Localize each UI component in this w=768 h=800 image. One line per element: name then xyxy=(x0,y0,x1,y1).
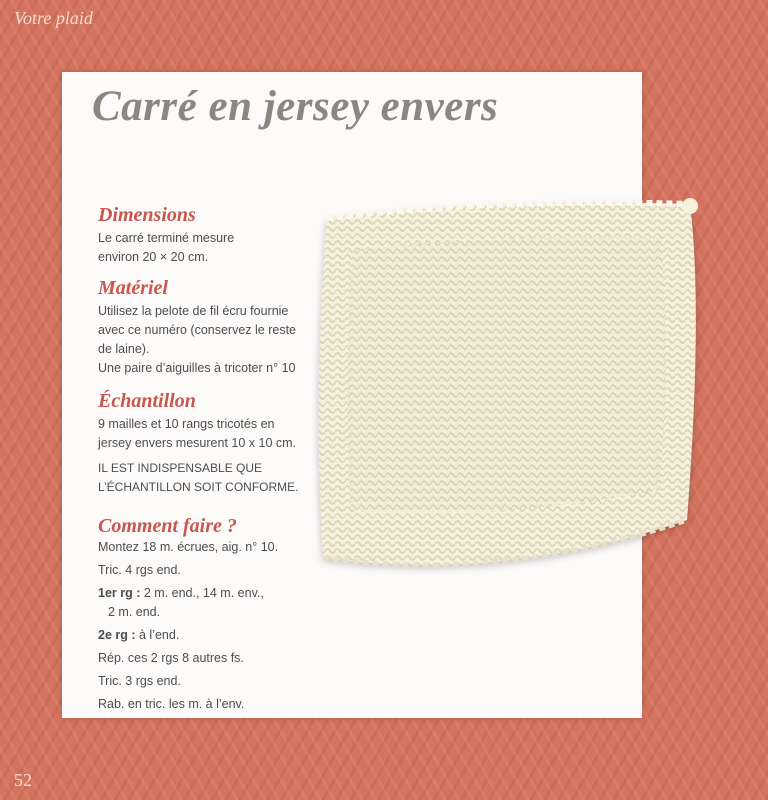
step-line: Tric. 4 rgs end. xyxy=(98,563,181,577)
page-number: 52 xyxy=(14,770,32,790)
echantillon-note: L’ÉCHANTILLON SOIT CONFORME. xyxy=(98,480,299,494)
section-materiel xyxy=(98,277,318,378)
echantillon-heading: Échantillon xyxy=(98,390,196,412)
knitted-swatch-photo xyxy=(305,190,705,580)
step-line xyxy=(98,626,318,645)
row2-text: à l’end. xyxy=(139,628,180,642)
echantillon-line: jersey envers mesurent 10 x 10 cm. xyxy=(98,436,296,450)
row1-text: 2 m. end., 14 m. env., xyxy=(143,586,264,600)
materiel-line: de laine). xyxy=(98,342,150,356)
row2-label: 2e rg : xyxy=(98,628,136,642)
step-line: Rab. en tric. les m. à l’env. xyxy=(98,697,245,711)
section-comment-faire xyxy=(98,515,318,714)
echantillon-note: IL EST INDISPENSABLE QUE xyxy=(98,461,263,475)
materiel-heading: Matériel xyxy=(98,277,168,299)
page-title: Carré en jersey envers xyxy=(92,83,499,130)
step-line xyxy=(98,584,318,603)
step-line: Rép. ces 2 rgs 8 autres fs. xyxy=(98,651,244,665)
section-dimensions xyxy=(98,204,318,267)
comment-faire-heading: Comment faire ? xyxy=(98,515,237,537)
knitted-swatch-image xyxy=(305,190,705,580)
materiel-line: avec ce numéro (conservez le reste xyxy=(98,323,297,337)
step-line: Montez 18 m. écrues, aig. n° 10. xyxy=(98,540,279,554)
dimensions-line: environ 20 × 20 cm. xyxy=(98,250,209,264)
materiel-line: Une paire d’aiguilles à tricoter n° 10 xyxy=(98,361,296,375)
dimensions-line: Le carré terminé mesure xyxy=(98,231,235,245)
running-head: Votre plaid xyxy=(14,8,93,28)
row1-label: 1er rg : xyxy=(98,586,141,600)
section-echantillon xyxy=(98,390,318,497)
dimensions-heading: Dimensions xyxy=(98,204,196,226)
instructions-column xyxy=(98,204,318,714)
step-line: 2 m. end. xyxy=(108,605,161,619)
step-line: Tric. 3 rgs end. xyxy=(98,674,181,688)
echantillon-line: 9 mailles et 10 rangs tricotés en xyxy=(98,417,275,431)
materiel-line: Utilisez la pelote de fil écru fournie xyxy=(98,304,289,318)
